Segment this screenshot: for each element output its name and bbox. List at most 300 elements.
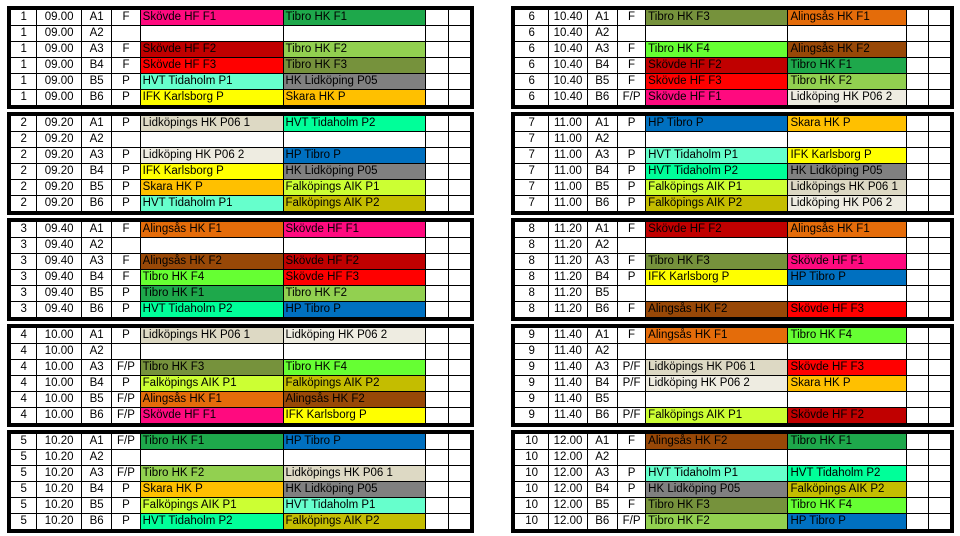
match-row xyxy=(515,196,951,212)
field-code: B5 xyxy=(81,392,111,408)
match-type: P/F xyxy=(617,408,645,424)
round-number: 6 xyxy=(515,10,549,26)
home-team: Tibro HK F2 xyxy=(140,466,283,482)
score-home xyxy=(906,116,928,132)
round-number: 1 xyxy=(11,74,37,90)
round-number: 10 xyxy=(515,434,549,450)
round-number: 5 xyxy=(11,434,37,450)
match-table xyxy=(514,221,951,318)
match-row xyxy=(11,10,471,26)
round-number: 1 xyxy=(11,26,37,42)
home-team xyxy=(646,26,788,42)
score-away xyxy=(448,466,470,482)
round-number: 4 xyxy=(11,328,37,344)
field-code: A1 xyxy=(587,434,617,450)
field-code: B5 xyxy=(587,392,617,408)
match-type: F/P xyxy=(112,466,140,482)
field-code: B4 xyxy=(587,482,617,498)
match-type: P xyxy=(112,164,140,180)
score-away xyxy=(448,148,470,164)
away-team: Falköpings AIK P2 xyxy=(283,196,426,212)
score-away xyxy=(928,328,950,344)
match-type xyxy=(617,392,645,408)
score-home xyxy=(426,482,448,498)
field-code: B4 xyxy=(587,164,617,180)
away-team xyxy=(283,450,426,466)
match-type: P xyxy=(112,90,140,106)
away-team: HVT Tidaholm P2 xyxy=(788,466,906,482)
score-home xyxy=(906,254,928,270)
round-number: 1 xyxy=(11,42,37,58)
away-team: HVT Tidaholm P1 xyxy=(283,498,426,514)
round-number: 5 xyxy=(11,514,37,530)
round-block xyxy=(7,324,474,427)
away-team: Falköpings AIK P2 xyxy=(788,482,906,498)
away-team: Lidköpings HK P06 1 xyxy=(788,180,906,196)
match-time: 10.00 xyxy=(37,360,82,376)
field-code: B4 xyxy=(81,164,111,180)
score-away xyxy=(928,450,950,466)
score-home xyxy=(906,408,928,424)
home-team: HVT Tidaholm P1 xyxy=(140,196,283,212)
score-home xyxy=(906,344,928,360)
score-away xyxy=(928,42,950,58)
match-time: 12.00 xyxy=(549,450,587,466)
match-table xyxy=(10,9,471,106)
field-code: A2 xyxy=(81,132,111,148)
match-row xyxy=(11,392,471,408)
score-home xyxy=(426,392,448,408)
match-row xyxy=(11,408,471,424)
match-type xyxy=(617,132,645,148)
match-time: 09.00 xyxy=(37,10,82,26)
match-time: 09.00 xyxy=(37,42,82,58)
home-team: Lidköping HK P06 2 xyxy=(140,148,283,164)
home-team xyxy=(140,238,283,254)
score-away xyxy=(448,302,470,318)
score-away xyxy=(448,360,470,376)
home-team: IFK Karlsborg P xyxy=(140,90,283,106)
field-code: B5 xyxy=(81,180,111,196)
away-team: Lidköpings HK P06 1 xyxy=(283,466,426,482)
match-type xyxy=(617,286,645,302)
field-code: B5 xyxy=(587,180,617,196)
match-type: P xyxy=(617,466,645,482)
round-number: 5 xyxy=(11,450,37,466)
match-time: 10.20 xyxy=(37,434,82,450)
round-number: 2 xyxy=(11,196,37,212)
schedule-column-left xyxy=(7,6,474,536)
score-home xyxy=(426,328,448,344)
field-code: A3 xyxy=(587,254,617,270)
match-time: 12.00 xyxy=(549,482,587,498)
home-team: Tibro HK F4 xyxy=(646,42,788,58)
away-team: HP Tibro P xyxy=(283,434,426,450)
home-team: Tibro HK F3 xyxy=(646,254,788,270)
field-code: B5 xyxy=(587,286,617,302)
away-team xyxy=(788,450,906,466)
match-time: 10.00 xyxy=(37,344,82,360)
field-code: B4 xyxy=(587,270,617,286)
home-team: Tibro HK F3 xyxy=(646,10,788,26)
home-team xyxy=(140,450,283,466)
match-row xyxy=(515,498,951,514)
away-team: Skövde HF F1 xyxy=(283,222,426,238)
score-away xyxy=(928,270,950,286)
score-away xyxy=(448,498,470,514)
score-home xyxy=(906,286,928,302)
match-time: 11.20 xyxy=(549,238,587,254)
away-team: Skövde HF F2 xyxy=(788,408,906,424)
home-team: HVT Tidaholm P1 xyxy=(140,74,283,90)
match-time: 10.20 xyxy=(37,466,82,482)
away-team: Skara HK P xyxy=(788,376,906,392)
match-row xyxy=(11,26,471,42)
score-home xyxy=(906,434,928,450)
score-away xyxy=(928,254,950,270)
score-away xyxy=(448,180,470,196)
field-code: A1 xyxy=(81,328,111,344)
away-team: Alingsås HK F1 xyxy=(788,10,906,26)
match-type xyxy=(617,450,645,466)
away-team: HK Lidköping P05 xyxy=(788,164,906,180)
away-team: Tibro HK F2 xyxy=(283,42,426,58)
score-away xyxy=(928,302,950,318)
round-number: 9 xyxy=(515,328,549,344)
away-team xyxy=(283,26,426,42)
match-table xyxy=(10,221,471,318)
match-row xyxy=(515,434,951,450)
round-number: 1 xyxy=(11,90,37,106)
match-type xyxy=(112,26,140,42)
field-code: A2 xyxy=(587,450,617,466)
score-home xyxy=(426,450,448,466)
match-type: P xyxy=(617,196,645,212)
match-row xyxy=(11,180,471,196)
score-home xyxy=(906,482,928,498)
score-away xyxy=(928,132,950,148)
score-away xyxy=(928,90,950,106)
match-time: 12.00 xyxy=(549,514,587,530)
score-home xyxy=(426,360,448,376)
match-row xyxy=(11,270,471,286)
match-time: 09.00 xyxy=(37,58,82,74)
score-home xyxy=(426,376,448,392)
match-type: P xyxy=(112,328,140,344)
score-home xyxy=(426,116,448,132)
field-code: A1 xyxy=(587,10,617,26)
match-time: 09.00 xyxy=(37,90,82,106)
match-row xyxy=(515,514,951,530)
away-team: IFK Karlsborg P xyxy=(283,408,426,424)
field-code: B6 xyxy=(587,196,617,212)
match-table xyxy=(514,327,951,424)
score-away xyxy=(448,132,470,148)
score-away xyxy=(928,148,950,164)
round-block xyxy=(7,430,474,533)
match-time: 11.40 xyxy=(549,392,587,408)
away-team: HK Lidköping P05 xyxy=(283,164,426,180)
score-home xyxy=(906,196,928,212)
home-team: Alingsås HK F1 xyxy=(140,392,283,408)
home-team: IFK Karlsborg P xyxy=(140,164,283,180)
round-number: 6 xyxy=(515,26,549,42)
field-code: B6 xyxy=(587,302,617,318)
away-team: IFK Karlsborg P xyxy=(788,148,906,164)
match-row xyxy=(11,254,471,270)
field-code: B4 xyxy=(81,270,111,286)
match-table xyxy=(10,433,471,530)
score-home xyxy=(906,466,928,482)
score-home xyxy=(906,302,928,318)
away-team: Tibro HK F2 xyxy=(283,286,426,302)
score-away xyxy=(448,392,470,408)
field-code: A2 xyxy=(81,344,111,360)
round-number: 1 xyxy=(11,10,37,26)
match-table xyxy=(10,327,471,424)
away-team: HP Tibro P xyxy=(788,270,906,286)
score-home xyxy=(906,58,928,74)
match-row xyxy=(11,42,471,58)
round-number: 6 xyxy=(515,90,549,106)
match-type: F xyxy=(112,222,140,238)
match-time: 09.40 xyxy=(37,254,82,270)
away-team: HVT Tidaholm P2 xyxy=(283,116,426,132)
home-team: Alingsås HK F1 xyxy=(646,328,788,344)
match-row xyxy=(515,450,951,466)
round-number: 3 xyxy=(11,254,37,270)
score-home xyxy=(426,180,448,196)
match-type: P xyxy=(617,180,645,196)
match-type: F xyxy=(617,58,645,74)
field-code: B5 xyxy=(81,498,111,514)
score-home xyxy=(426,148,448,164)
home-team: Falköpings AIK P1 xyxy=(140,376,283,392)
score-away xyxy=(448,270,470,286)
home-team: Tibro HK F1 xyxy=(140,286,283,302)
score-home xyxy=(906,90,928,106)
match-time: 09.40 xyxy=(37,302,82,318)
round-number: 6 xyxy=(515,42,549,58)
match-time: 11.40 xyxy=(549,408,587,424)
match-time: 10.40 xyxy=(549,90,587,106)
field-code: A2 xyxy=(81,238,111,254)
score-away xyxy=(448,164,470,180)
match-time: 09.40 xyxy=(37,222,82,238)
match-row xyxy=(515,58,951,74)
home-team: Skövde HF F1 xyxy=(140,408,283,424)
away-team: HK Lidköping P05 xyxy=(283,482,426,498)
round-number: 9 xyxy=(515,392,549,408)
score-away xyxy=(928,498,950,514)
field-code: A3 xyxy=(587,42,617,58)
score-away xyxy=(448,450,470,466)
away-team: Skövde HF F3 xyxy=(788,360,906,376)
match-time: 09.20 xyxy=(37,164,82,180)
score-home xyxy=(426,196,448,212)
match-type: F/P xyxy=(112,392,140,408)
score-away xyxy=(928,26,950,42)
score-home xyxy=(906,26,928,42)
home-team: Lidköpings HK P06 1 xyxy=(646,360,788,376)
match-row xyxy=(515,164,951,180)
home-team: HK Lidköping P05 xyxy=(646,482,788,498)
match-table xyxy=(10,115,471,212)
match-type: F xyxy=(617,10,645,26)
home-team: Alingsås HK F1 xyxy=(140,222,283,238)
score-home xyxy=(426,132,448,148)
away-team: HP Tibro P xyxy=(283,148,426,164)
score-away xyxy=(448,58,470,74)
match-time: 12.00 xyxy=(549,434,587,450)
match-time: 11.00 xyxy=(549,196,587,212)
field-code: A3 xyxy=(81,254,111,270)
score-home xyxy=(426,74,448,90)
match-type: F xyxy=(617,302,645,318)
away-team: Tibro HK F3 xyxy=(283,58,426,74)
home-team: Falköpings AIK P2 xyxy=(646,196,788,212)
match-row xyxy=(11,450,471,466)
score-home xyxy=(426,254,448,270)
match-type: P xyxy=(617,482,645,498)
field-code: B4 xyxy=(587,58,617,74)
field-code: B6 xyxy=(587,408,617,424)
away-team: Alingsås HK F2 xyxy=(283,392,426,408)
score-away xyxy=(448,238,470,254)
match-time: 10.00 xyxy=(37,328,82,344)
match-type: P xyxy=(112,196,140,212)
score-away xyxy=(928,392,950,408)
match-time: 10.00 xyxy=(37,392,82,408)
score-away xyxy=(448,222,470,238)
field-code: A3 xyxy=(81,148,111,164)
match-type xyxy=(112,132,140,148)
away-team: Tibro HK F1 xyxy=(283,10,426,26)
match-type: F xyxy=(617,222,645,238)
round-number: 4 xyxy=(11,408,37,424)
match-row xyxy=(515,26,951,42)
round-number: 8 xyxy=(515,302,549,318)
round-number: 10 xyxy=(515,498,549,514)
away-team: Falköpings AIK P2 xyxy=(283,514,426,530)
match-time: 12.00 xyxy=(549,466,587,482)
home-team: HVT Tidaholm P1 xyxy=(646,148,788,164)
field-code: B6 xyxy=(587,514,617,530)
round-number: 3 xyxy=(11,270,37,286)
score-away xyxy=(928,196,950,212)
match-time: 09.20 xyxy=(37,116,82,132)
score-away xyxy=(928,344,950,360)
field-code: B6 xyxy=(81,90,111,106)
score-home xyxy=(906,376,928,392)
field-code: B4 xyxy=(81,58,111,74)
round-number: 3 xyxy=(11,302,37,318)
field-code: B4 xyxy=(587,376,617,392)
round-number: 8 xyxy=(515,270,549,286)
score-away xyxy=(448,74,470,90)
field-code: A3 xyxy=(81,360,111,376)
field-code: A3 xyxy=(587,360,617,376)
match-time: 10.40 xyxy=(549,10,587,26)
score-away xyxy=(928,222,950,238)
home-team: HVT Tidaholm P2 xyxy=(140,514,283,530)
round-number: 2 xyxy=(11,164,37,180)
match-table xyxy=(514,115,951,212)
score-away xyxy=(448,482,470,498)
score-home xyxy=(906,238,928,254)
round-number: 3 xyxy=(11,286,37,302)
match-type: F xyxy=(112,58,140,74)
round-number: 2 xyxy=(11,180,37,196)
home-team: Skövde HF F2 xyxy=(646,58,788,74)
away-team: Falköpings AIK P1 xyxy=(283,180,426,196)
match-time: 11.40 xyxy=(549,344,587,360)
field-code: B5 xyxy=(81,286,111,302)
away-team xyxy=(283,238,426,254)
score-home xyxy=(426,10,448,26)
match-time: 09.40 xyxy=(37,286,82,302)
match-type xyxy=(112,344,140,360)
match-type: P xyxy=(112,302,140,318)
home-team: Skövde HF F3 xyxy=(140,58,283,74)
match-type: P xyxy=(112,74,140,90)
round-number: 4 xyxy=(11,360,37,376)
home-team: Alingsås HK F2 xyxy=(646,302,788,318)
score-home xyxy=(906,514,928,530)
match-row xyxy=(515,286,951,302)
field-code: B5 xyxy=(587,74,617,90)
match-row xyxy=(11,286,471,302)
match-row xyxy=(515,116,951,132)
score-away xyxy=(928,116,950,132)
match-row xyxy=(515,408,951,424)
round-number: 8 xyxy=(515,238,549,254)
match-type: P xyxy=(617,164,645,180)
away-team: Skövde HF F2 xyxy=(283,254,426,270)
match-time: 11.40 xyxy=(549,376,587,392)
away-team xyxy=(788,26,906,42)
score-home xyxy=(906,360,928,376)
home-team: Alingsås HK F2 xyxy=(646,434,788,450)
schedule-column-right xyxy=(511,6,954,536)
match-row xyxy=(11,74,471,90)
match-row xyxy=(515,254,951,270)
round-number: 2 xyxy=(11,132,37,148)
score-away xyxy=(448,408,470,424)
score-home xyxy=(426,286,448,302)
score-home xyxy=(906,392,928,408)
home-team: Tibro HK F3 xyxy=(646,498,788,514)
field-code: A2 xyxy=(587,344,617,360)
round-number: 9 xyxy=(515,408,549,424)
score-away xyxy=(448,42,470,58)
match-row xyxy=(515,466,951,482)
match-time: 09.00 xyxy=(37,74,82,90)
home-team xyxy=(646,132,788,148)
match-row xyxy=(515,180,951,196)
away-team xyxy=(788,392,906,408)
away-team xyxy=(788,344,906,360)
match-time: 09.40 xyxy=(37,238,82,254)
score-home xyxy=(426,434,448,450)
match-time: 09.20 xyxy=(37,148,82,164)
score-away xyxy=(928,360,950,376)
round-number: 4 xyxy=(11,344,37,360)
match-time: 10.20 xyxy=(37,498,82,514)
match-row xyxy=(11,466,471,482)
score-away xyxy=(448,90,470,106)
field-code: A2 xyxy=(81,450,111,466)
